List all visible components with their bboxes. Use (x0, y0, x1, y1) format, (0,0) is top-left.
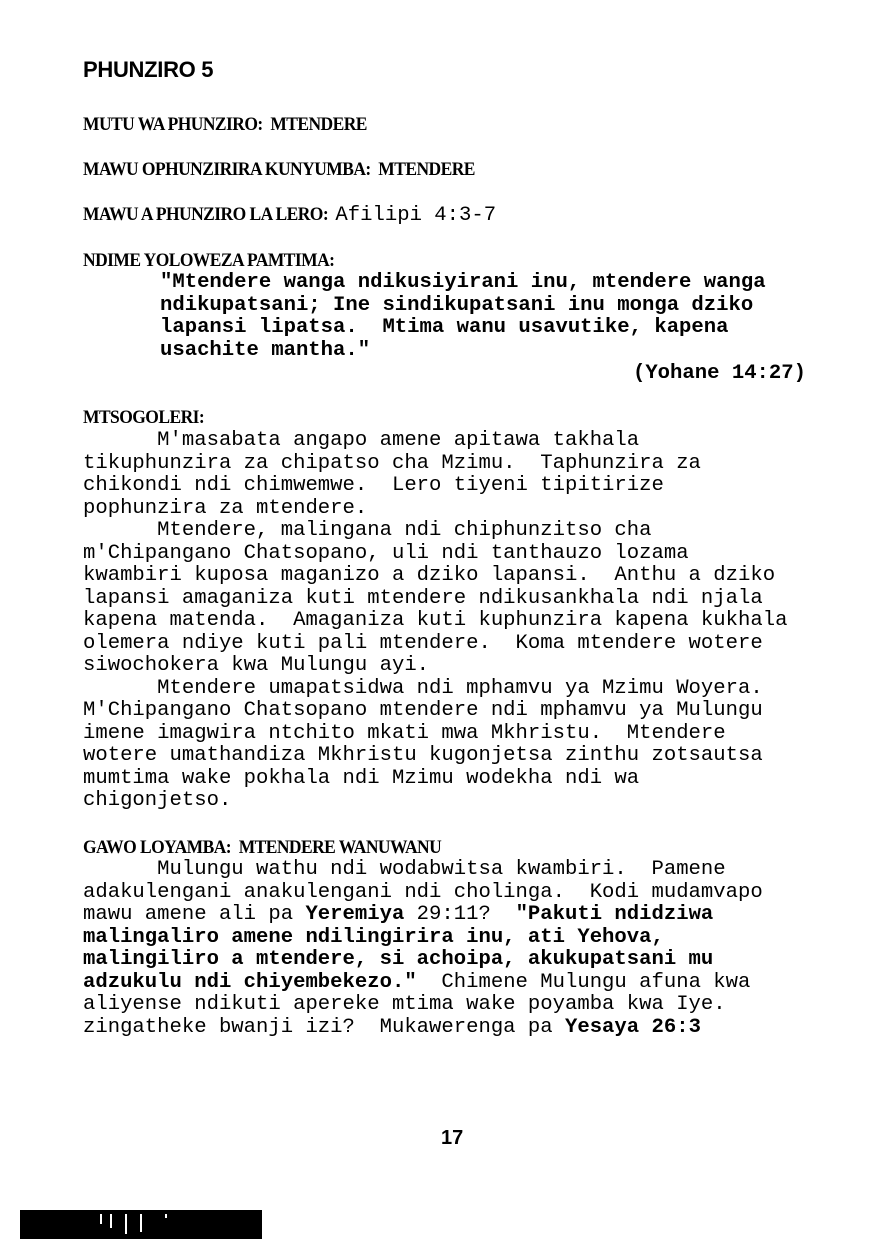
text-line: kwambiri kuposa maganizo a dziko lapansi. Anthu a dziko (83, 564, 776, 587)
section-heading: GAWO LOYAMBA: MTENDERE WANUWANU (83, 837, 442, 858)
text-line: pophunzira za mtendere. (83, 496, 368, 520)
text-line: olemera ndiye kuti pali mtendere. Koma mtendere wotere (83, 631, 763, 655)
text-line: mumtima wake pokhala ndi Mzimu wodekha ndi wa (83, 766, 640, 790)
text-line: "Mtendere wanga ndikusiyirani inu, mtendere wanga (160, 271, 766, 294)
header-label: MAWU OPHUNZIRIRA KUNYUMBA: (83, 159, 371, 180)
memory-verse-reference: (Yohane 14:27) (632, 362, 806, 385)
text-segment: mawu amene ali pa (83, 903, 306, 926)
text-segment: Mulungu wathu ndi wodabwitsa kwambiri. Pamene (83, 858, 726, 881)
bold-text-segment: malingaliro amene ndilingirira inu, ati Yehova, (83, 925, 664, 949)
text-line: Mtendere umapatsidwa ndi mphamvu ya Mzimu Woyera. (83, 676, 763, 700)
header-label: MUTU WA PHUNZIRO: (83, 114, 263, 135)
text-segment: zingatheke bwanji izi? Mukawerenga pa (83, 1015, 565, 1039)
bold-text-segment: malingiliro a mtendere, si achoipa, akukupatsani mu (83, 948, 714, 971)
text-line (83, 1017, 763, 1040)
text-line (160, 272, 766, 295)
text-line: m'Chipangano Chatsopano, uli ndi tanthauzo lozama (83, 541, 689, 565)
bold-text-segment: Yesaya 26:3 (564, 1015, 701, 1039)
text-line: Mtendere, malingana ndi chiphunzitso cha (83, 519, 652, 542)
text-line (83, 543, 787, 566)
intro-heading: MTSOGOLERI: (83, 407, 205, 428)
text-line (83, 633, 787, 656)
text-line: usachite mantha." (160, 338, 371, 362)
text-line (83, 927, 763, 950)
text-line: imene imagwira ntchito mkati mwa Mkhristu. Mtendere (83, 721, 726, 745)
text-line (83, 882, 763, 905)
text-line (83, 700, 787, 723)
text-line (83, 723, 787, 746)
text-line (83, 859, 763, 882)
memory-verse (160, 272, 766, 362)
text-line (83, 655, 787, 678)
text-line (83, 475, 787, 498)
text-line (83, 790, 787, 813)
text-line: chikondi ndi chimwemwe. Lero tiyeni tipitirize (83, 474, 664, 497)
bold-text-segment: Yeremiya (305, 903, 405, 926)
bold-text-segment: "Pakuti ndidziwa (515, 903, 714, 926)
text-line: M'Chipangano Chatsopano mtendere ndi mphamvu ya Mulungu (83, 699, 763, 722)
bold-text-segment: adzukulu ndi chiyembekezo." (83, 970, 417, 994)
text-line (83, 520, 787, 543)
text-line (83, 498, 787, 521)
text-line: wotere umathandiza Mkhristu kugonjetsa zinthu zotsautsa (83, 744, 763, 767)
home-study-text (83, 159, 475, 182)
text-line (83, 949, 763, 972)
text-line (83, 994, 763, 1017)
memory-verse-heading: NDIME YOLOWEZA PAMTIMA: (83, 250, 335, 271)
text-line (83, 745, 787, 768)
text-line: kapena matenda. Amaganiza kuti kuphunzira kapena kukhala (83, 609, 788, 632)
text-line: ndikupatsani; Ine sindikupatsani inu monga dziko (160, 293, 754, 317)
text-line (83, 565, 787, 588)
scan-artifact (20, 1210, 262, 1239)
header-value: MTENDERE (270, 114, 367, 135)
text-line (83, 453, 787, 476)
text-line (83, 610, 787, 633)
lesson-title: PHUNZIRO 5 (83, 57, 214, 82)
todays-lesson-text (83, 204, 496, 228)
text-line: chigonjetso. (83, 789, 232, 812)
text-line (160, 340, 766, 363)
header-label: MAWU A PHUNZIRO LA LERO: (83, 204, 329, 225)
text-line (160, 295, 766, 318)
text-line: siwochokera kwa Mulungu ayi. (83, 654, 430, 677)
page-number: 17 (441, 1127, 464, 1149)
text-line (83, 588, 787, 611)
scripture-reference: Afilipi 4:3-7 (335, 204, 497, 227)
text-line: tikuphunzira za chipatso cha Mzimu. Taphunzira za (83, 451, 701, 475)
text-line (83, 430, 787, 453)
text-segment: Chimene Mulungu afuna kwa (416, 970, 751, 994)
text-line: M'masabata angapo amene apitawa takhala (83, 429, 640, 452)
lesson-subject (83, 114, 367, 137)
intro-body (83, 430, 787, 813)
header-value: MTENDERE (378, 159, 475, 180)
text-segment: adakulengani anakulengani ndi cholinga. Kodi mudamvapo (83, 880, 763, 904)
text-line (160, 317, 766, 340)
text-line (83, 768, 787, 791)
text-segment: 29:11? (404, 903, 516, 926)
text-line (83, 972, 763, 995)
text-line (83, 678, 787, 701)
section-body (83, 859, 763, 1039)
text-line: lapansi amaganiza kuti mtendere ndikusankhala ndi njala (83, 586, 763, 610)
text-segment: aliyense ndikuti apereke mtima wake poyamba kwa Iye. (83, 993, 726, 1016)
text-line: lapansi lipatsa. Mtima wanu usavutike, kapena (160, 316, 729, 339)
text-line (83, 904, 763, 927)
